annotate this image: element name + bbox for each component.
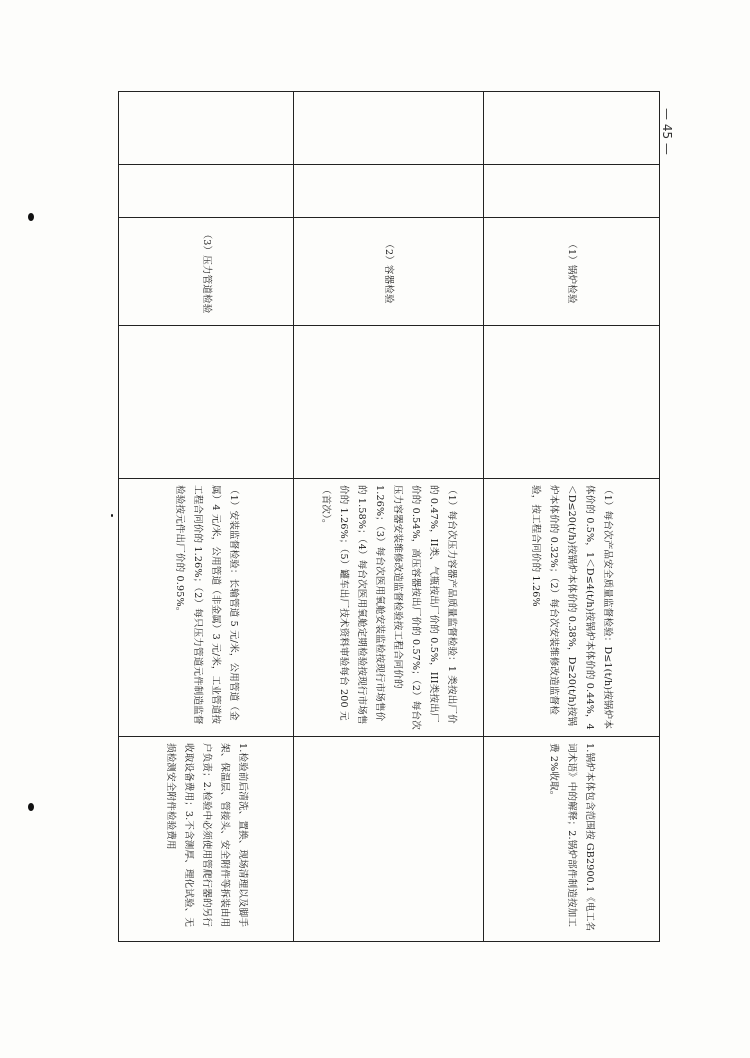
binding-hole-mark xyxy=(28,213,34,221)
item-name: （3）压力管道检验 xyxy=(201,229,212,314)
note-cell xyxy=(484,737,660,942)
empty-cell xyxy=(484,326,660,479)
empty-cell xyxy=(294,326,484,479)
empty-cell xyxy=(119,165,294,218)
item-name: （1）锅炉检验 xyxy=(566,239,578,304)
note-text: 1.检验前后清洗、置换、现场清理以及脚手架、保温层、管接头、安全附件等拆装由用户负责；2.检验中必须使用管爬行器的另行收取设备费用；3.不含测厚、理化试验、无损检测安全附件检验费用 xyxy=(165,743,248,928)
note-text: 1.锅炉本体包含范围按 GB2900.1《电工名词术语》中的解释；2.锅炉部件制造按加工费 2%收取。 xyxy=(548,743,596,932)
page-number: — 45 — xyxy=(660,108,674,155)
empty-cell xyxy=(484,165,660,218)
empty-cell xyxy=(119,92,294,165)
note-cell xyxy=(119,737,294,942)
item-name: （2）容器检验 xyxy=(383,239,395,304)
fee-standard-text: （1）每台次产品安全质量监督检验：D≤1(t/h)按锅炉本体价的 0.5%，1＜D≤4(t/h)按锅炉本体价的 0.44%，4＜D≤20(t/h)按锅炉本体价的 0.38%，D≥20(t/h)按锅炉本体价的 0.32%；（2）每台次安装维修改造监督检验，按工程合同价的 1.26% xyxy=(530,485,614,730)
item-name-cell xyxy=(484,218,660,326)
empty-cell xyxy=(484,92,660,165)
empty-cell xyxy=(294,165,484,218)
empty-cell xyxy=(119,326,294,479)
fee-standard-cell xyxy=(119,479,294,737)
fee-standard-text: （1）安装监督检验：长输管道 5 元/米，公用管道（金属）4 元/米，公用管道（非金属）3 元/米，工业管道按工程合同价的 1.26%；（2）每只压力管道元件制造监督检验按元件出厂价的 0.95%。 xyxy=(174,485,239,725)
fee-table xyxy=(118,91,660,942)
fee-table-rotated xyxy=(119,91,660,942)
binding-hole-mark xyxy=(28,803,34,811)
fee-standard-cell xyxy=(484,479,660,737)
table-row xyxy=(294,92,484,942)
item-name-cell xyxy=(294,218,484,326)
item-name-cell xyxy=(119,218,294,326)
fee-standard-text: （1）每台次压力容器产品质量监督检验：1 类按出厂价的 0.47%，II类、气瓶按出厂价的 0.5%，III类按出厂价的 0.54%，高压容器按出厂价的 0.57%；（2）每台次压力容器安装维修改造监督检验按工程合同价的 1.26%；（3）每台次医用氧舱安装监检按现行市场售价的 1.58%；（4）每台次医用氧舱定期检验按现行市场售价的 1.26%；（5）罐车出厂技术资料审验每台 200 元（首次）。 xyxy=(320,485,458,730)
table-row xyxy=(119,92,294,942)
empty-cell xyxy=(294,92,484,165)
top-header-fragment xyxy=(310,0,450,6)
table-row xyxy=(484,92,660,942)
scan-speck xyxy=(111,514,113,517)
fee-standard-cell xyxy=(294,479,484,737)
note-cell xyxy=(294,737,484,942)
